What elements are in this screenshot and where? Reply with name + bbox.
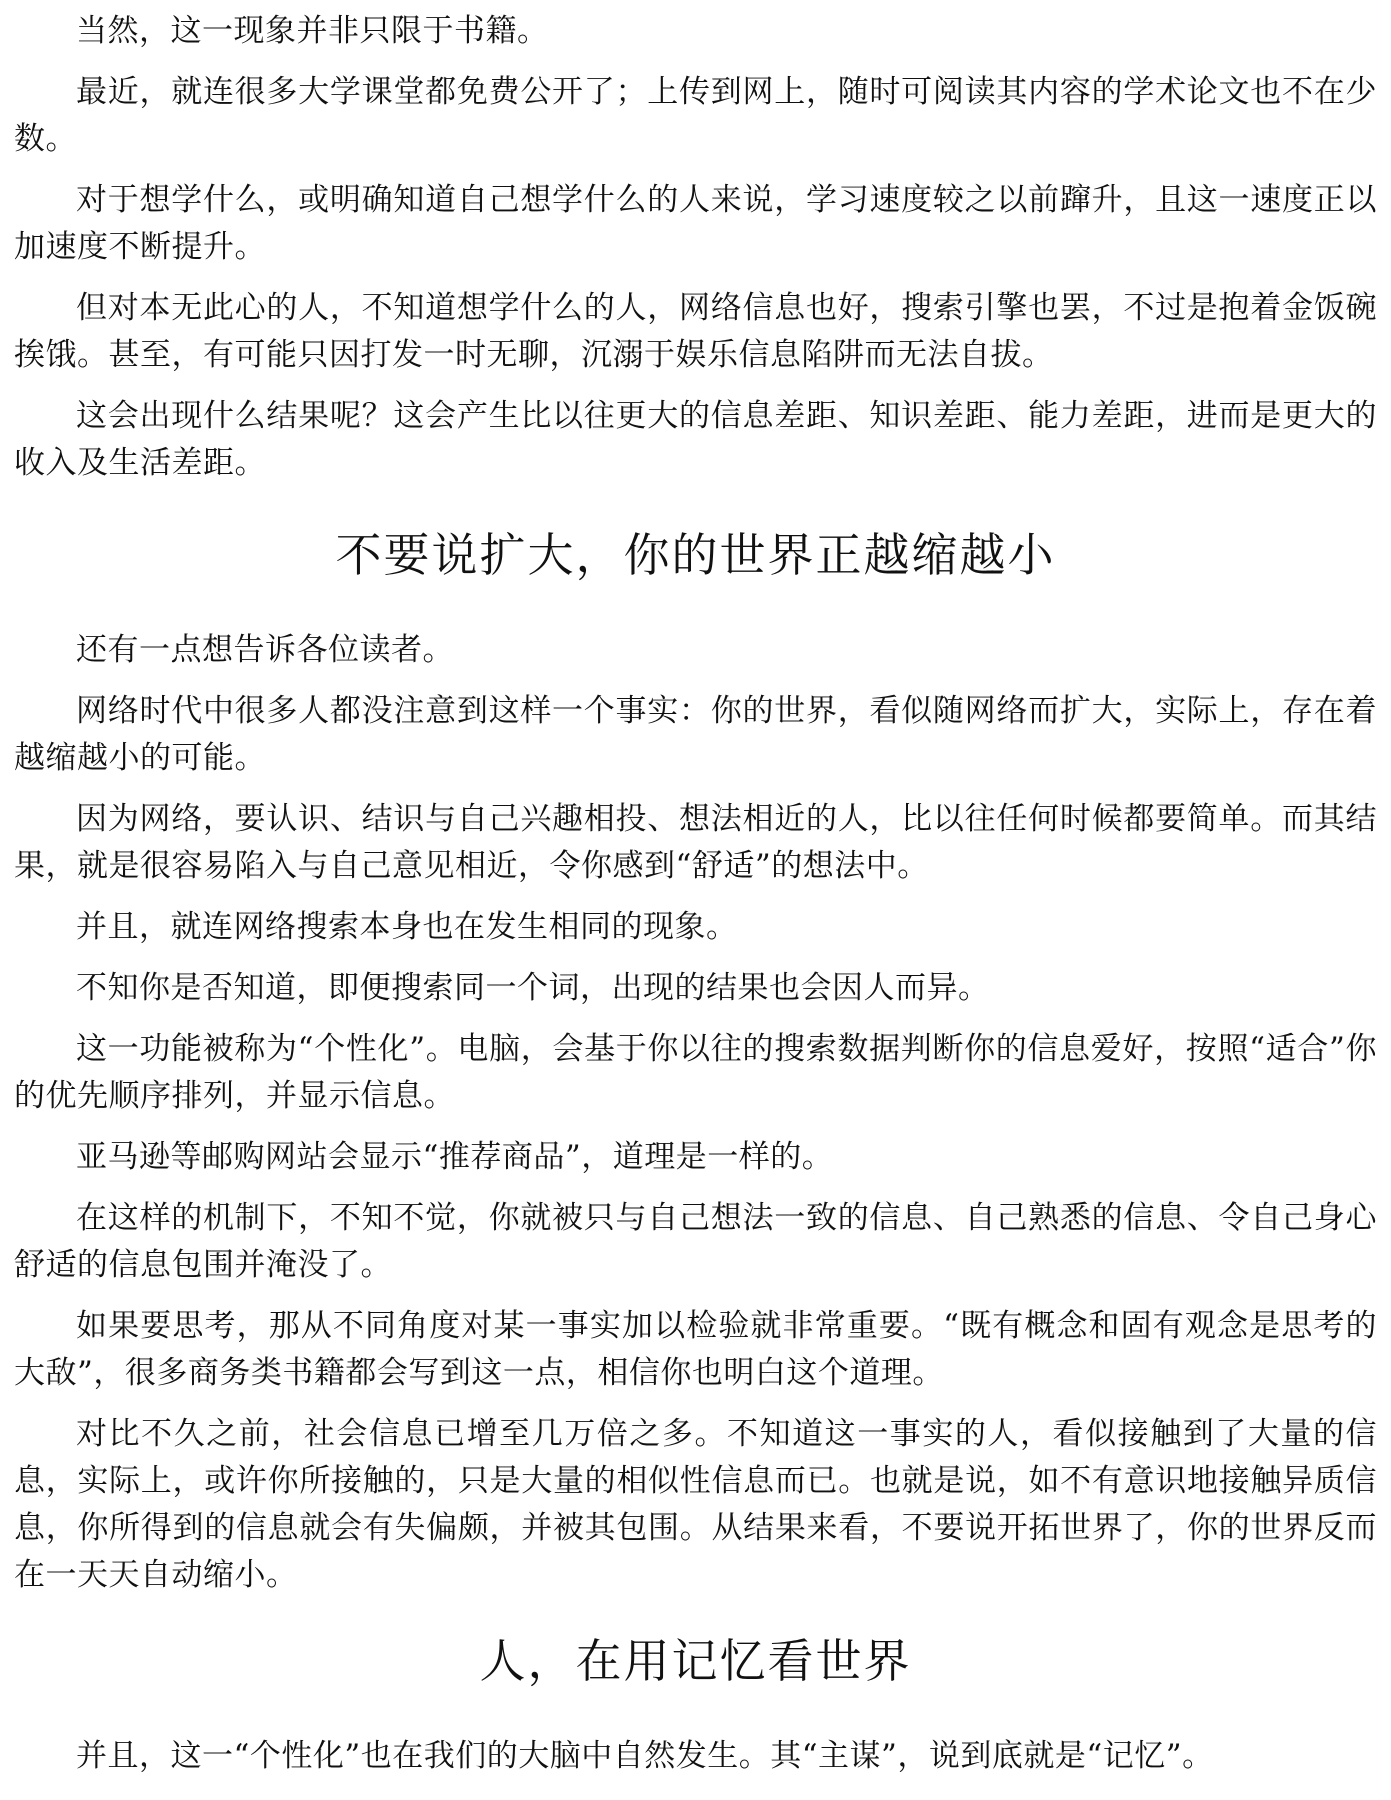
paragraph: 最近，就连很多大学课堂都免费公开了；上传到网上，随时可阅读其内容的学术论文也不在少数。 — [14, 74, 1377, 157]
paragraph: 在这样的机制下，不知不觉，你就被只与自己想法一致的信息、自己熟悉的信息、令自己身心舒适的信息包围并淹没了。 — [14, 1200, 1377, 1283]
paragraph: 并且，就连网络搜索本身也在发生相同的现象。 — [76, 909, 738, 945]
paragraph: 这一功能被称为“个性化”。电脑，会基于你以往的搜索数据判断你的信息爱好，按照“适合”你的优先顺序排列，并显示信息。 — [14, 1031, 1377, 1114]
section-heading: 不要说扩大，你的世界正越缩越小 — [335, 528, 1056, 582]
paragraph: 这会出现什么结果呢？这会产生比以往更大的信息差距、知识差距、能力差距，进而是更大的收入及生活差距。 — [14, 398, 1377, 481]
paragraph: 当然，这一现象并非只限于书籍。 — [76, 13, 549, 49]
paragraph: 并且，这一“个性化”也在我们的大脑中自然发生。其“主谋”，说到底就是“记忆”。 — [76, 1738, 1214, 1774]
section-heading: 人，在用记忆看世界 — [479, 1634, 912, 1688]
paragraph: 不知你是否知道，即便搜索同一个词，出现的结果也会因人而异。 — [76, 970, 990, 1006]
paragraph: 还有一点想告诉各位读者。 — [76, 632, 454, 668]
paragraph: 对于想学什么，或明确知道自己想学什么的人来说，学习速度较之以前蹿升，且这一速度正以加速度不断提升。 — [14, 182, 1377, 265]
paragraph: 因为网络，要认识、结识与自己兴趣相投、想法相近的人，比以往任何时候都要简单。而其结果，就是很容易陷入与自己意见相近，令你感到“舒适”的想法中。 — [14, 801, 1377, 884]
paragraph: 亚马逊等邮购网站会显示“推荐商品”，道理是一样的。 — [76, 1139, 834, 1175]
paragraph: 对比不久之前，社会信息已增至几万倍之多。不知道这一事实的人，看似接触到了大量的信息，实际上，或许你所接触的，只是大量的相似性信息而已。也就是说，如不有意识地接触异质信息，你所得到的信息就会有失偏颇，并被其包围。从结果来看，不要说开拓世界了，你的世界反而在一天天自动缩小。 — [14, 1416, 1377, 1593]
paragraph: 但对本无此心的人，不知道想学什么的人，网络信息也好，搜索引擎也罢，不过是抱着金饭碗挨饿。甚至，有可能只因打发一时无聊，沉溺于娱乐信息陷阱而无法自拔。 — [14, 290, 1377, 373]
paragraph: 网络时代中很多人都没注意到这样一个事实：你的世界，看似随网络而扩大，实际上，存在着越缩越小的可能。 — [14, 693, 1377, 776]
paragraph: 如果要思考，那从不同角度对某一事实加以检验就非常重要。“既有概念和固有观念是思考的大敌”，很多商务类书籍都会写到这一点，相信你也明白这个道理。 — [14, 1308, 1377, 1391]
